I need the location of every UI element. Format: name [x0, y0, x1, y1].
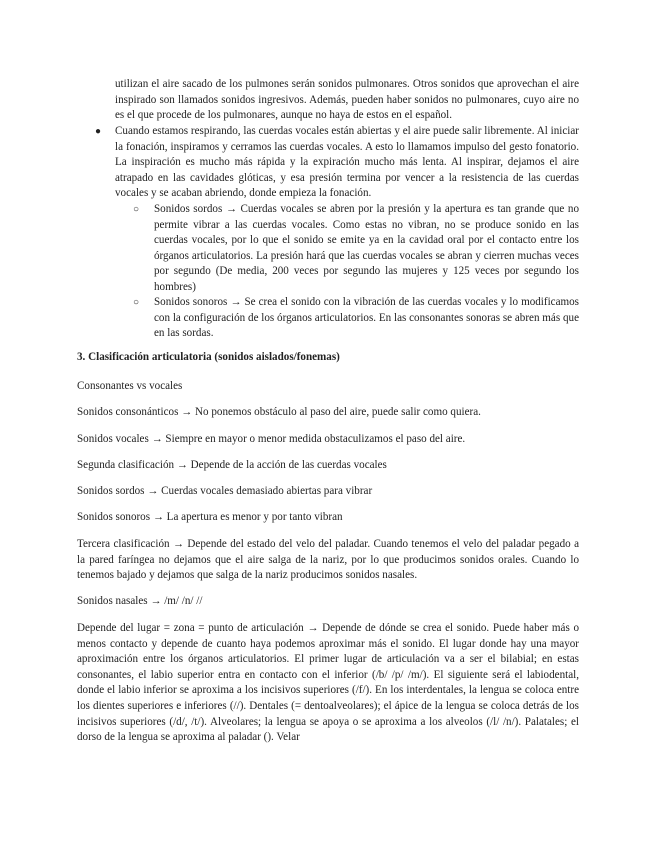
sub-bullet-sonidos-sonoros: Sonidos sonoros → Se crea el sonido con la vibración de las cuerdas vocales y lo modificamos con la configuración de los órganos articulatorios. En las consonantes sonoras se abren más que en las sordas.	[154, 296, 579, 340]
paragraph-sonidos-sordos: Sonidos sordos → Cuerdas vocales demasiado abiertas para vibrar	[77, 485, 373, 497]
bullet-paragraph-phonation: Cuando estamos respirando, las cuerdas vocales están abiertas y el aire puede salir libremente. Al iniciar la fonación, inspiramos y cerramos las cuerdas vocales. A esto lo llamamos impulso del gesto fonatorio. La inspiración es mucho más rápida y la expiración mucho más lenta. Al inspirar, dejamos el aire atrapado en las cavidades glóticas, y esa presión termina por vencer a la resistencia de las cuerdas vocales y se acaban abriendo, donde empieza la fonación.	[115, 125, 579, 200]
paragraph-segunda-clasificacion: Segunda clasificación → Depende de la acción de las cuerdas vocales	[77, 459, 387, 471]
paragraph-sonidos-consonanticos: Sonidos consonánticos → No ponemos obstáculo al paso del aire, puede salir como quiera.	[77, 406, 481, 418]
sub-bullet-sonidos-sordos: Sonidos sordos → Cuerdas vocales se abren por la presión y la apertura es tan grande que no permite vibrar a las cuerdas vocales. Como estas no vibran, no se produce sonido en las cuerdas vocales, por lo que el sonido se emite ya en la cavidad oral por el contacto entre los órganos articulatorios. La presión hará que las cuerdas vocales se abran y cierren muchas veces por segundo (De media, 200 veces por segundo las mujeres y 125 veces por segundo los hombres)	[154, 203, 579, 293]
bullet-circle-icon: ○	[133, 297, 140, 308]
section-heading: 3. Clasificación articulatoria (sonidos aislados/fonemas)	[77, 351, 340, 363]
paragraph-consonantes-vocales: Consonantes vs vocales	[77, 380, 183, 392]
continuation-paragraph: utilizan el aire sacado de los pulmones serán sonidos pulmonares. Otros sonidos que aprovechan el aire inspirado son llamados sonidos ingresivos. Además, pueden haber sonidos no pulmonares, cuyo aire no es el que procede de los pulmonares, aunque no haya de estos en el español.	[115, 78, 579, 122]
paragraph-sonidos-sonoros: Sonidos sonoros → La apertura es menor y por tanto vibran	[77, 511, 343, 523]
bullet-circle-icon: ○	[133, 204, 140, 215]
bullet-disc-icon: ●	[95, 126, 102, 137]
paragraph-sonidos-nasales: Sonidos nasales → /m/ /n/ //	[77, 595, 203, 607]
paragraph-tercera-clasificacion: Tercera clasificación → Depende del estado del velo del paladar. Cuando tenemos el velo del paladar pegado a la pared faríngea no dejamos que el aire salga de la nariz, por lo que producimos sonidos orales. Cuando lo tenemos bajado y dejamos que salga de la nariz producimos sonidos nasales.	[77, 538, 579, 582]
paragraph-sonidos-vocales: Sonidos vocales → Siempre en mayor o menor medida obstaculizamos el paso del aire.	[77, 433, 466, 445]
paragraph-lugar-articulacion: Depende del lugar = zona = punto de articulación → Depende de dónde se crea el sonido. Puede haber más o menos contacto y depende de cuanto haya podemos aproximar más el sonido. El lugar donde hay una mayor aproximación entre los órganos articulatorios. El primer lugar de articulación va a ser el bilabial; en estas consonantes, el labio superior entra en contacto con el inferior (/b/ /p/ /m/). El siguiente será el labiodental, donde el labio inferior se aproxima a los incisivos superiores (/f/). En los interdentales, la lengua se coloca entre los dientes superiores e inferiores (//). Dentales (= dentoalveolares); el ápice de la lengua se coloca detrás de los incisivos superiores (/d/, /t/). Alveolares; la lengua se apoya o se aproxima a los alveolos (/l/ /n/). Palatales; el dorso de la lengua se aproxima al paladar (). Velar	[77, 622, 579, 744]
